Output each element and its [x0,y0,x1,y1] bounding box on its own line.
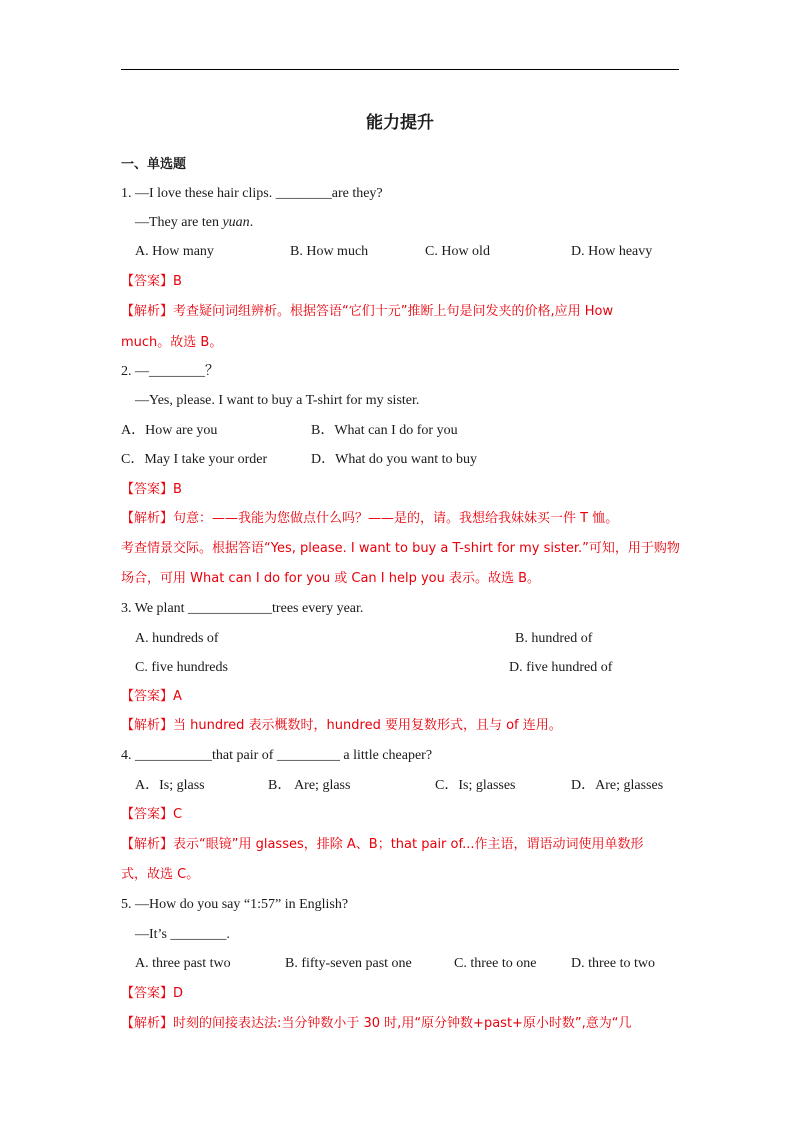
section-heading: 一、单选题 [121,157,187,172]
q1-answer: 【答案】B [121,274,182,289]
q3-option-b[interactable]: B. hundred of [515,631,593,646]
q5-option-c[interactable]: C. three to one [454,956,537,971]
q5-option-d[interactable]: D. three to two [571,956,655,971]
q2-answer: 【答案】B [121,482,182,497]
q3-option-c[interactable]: C. five hundreds [135,660,228,675]
q2-option-a[interactable]: A．How are you [121,423,218,438]
q5-answer: 【答案】D [121,986,184,1001]
header-rule [121,69,679,70]
q3-option-a[interactable]: A. hundreds of [135,631,219,646]
q3-stem: 3. We plant ____________trees every year. [121,601,364,616]
q2-analysis-line2: 考查情景交际。根据答语“Yes, please. I want to buy a T-shirt for my sister.”可知，用于购物 [121,541,680,556]
q2-stem: 2. —________？ [121,364,219,379]
q2-analysis-line3: 场合，可用 What can I do for you 或 Can I help you 表示。故选 B。 [121,571,541,586]
q3-analysis-line1: 【解析】当 hundred 表示概数时，hundred 要用复数形式，且与 of 连用。 [121,718,562,733]
q5-stem: 5. —How do you say “1:57” in English? [121,897,349,912]
q2-option-b[interactable]: B．What can I do for you [311,423,458,438]
q4-analysis-line2: 式，故选 C。 [121,867,200,882]
q4-option-c[interactable]: C．Is; glasses [435,778,516,793]
q5-option-a[interactable]: A. three past two [135,956,231,971]
q1-reply: —They are ten yuan. [135,215,254,230]
q1-stem: 1. —I love these hair clips. ________are they? [121,186,383,201]
q3-option-d[interactable]: D. five hundred of [509,660,613,675]
q2-analysis-line1: 【解析】句意：——我能为您做点什么吗？——是的，请。我想给我妹妹买一件 T 恤。 [121,511,619,526]
q5-analysis-line1: 【解析】时刻的间接表达法:当分钟数小于 30 时,用“原分钟数+past+原小时数”,意为“几 [121,1016,632,1031]
page-title: 能力提升 [366,113,434,133]
q2-option-d[interactable]: D．What do you want to buy [311,452,478,467]
q1-option-a[interactable]: A. How many [135,244,214,259]
q4-option-a[interactable]: A．Is; glass [135,778,205,793]
q1-analysis-line1: 【解析】考查疑问词组辨析。根据答语“它们十元”推断上句是问发夹的价格,应用 How [121,304,614,319]
q4-option-b[interactable]: B． Are; glass [268,778,351,793]
q2-option-c[interactable]: C．May I take your order [121,452,268,467]
q1-option-c[interactable]: C. How old [425,244,490,259]
q1-analysis-line2: much。故选 B。 [121,335,223,350]
q1-option-d[interactable]: D. How heavy [571,244,653,259]
q3-answer: 【答案】A [121,689,182,704]
q4-option-d[interactable]: D．Are; glasses [571,778,664,793]
q4-answer: 【答案】C [121,807,183,822]
q1-option-b[interactable]: B. How much [290,244,369,259]
q4-stem: 4. ___________that pair of _________ a little cheaper? [121,748,433,763]
q4-analysis-line1: 【解析】表示“眼镜”用 glasses，排除 A、B；that pair of...作主语，谓语动词使用单数形 [121,837,644,852]
q2-reply: —Yes, please. I want to buy a T-shirt for my sister. [135,393,420,408]
q5-option-b[interactable]: B. fifty-seven past one [285,956,412,971]
q5-reply: —It’s ________. [135,927,230,942]
